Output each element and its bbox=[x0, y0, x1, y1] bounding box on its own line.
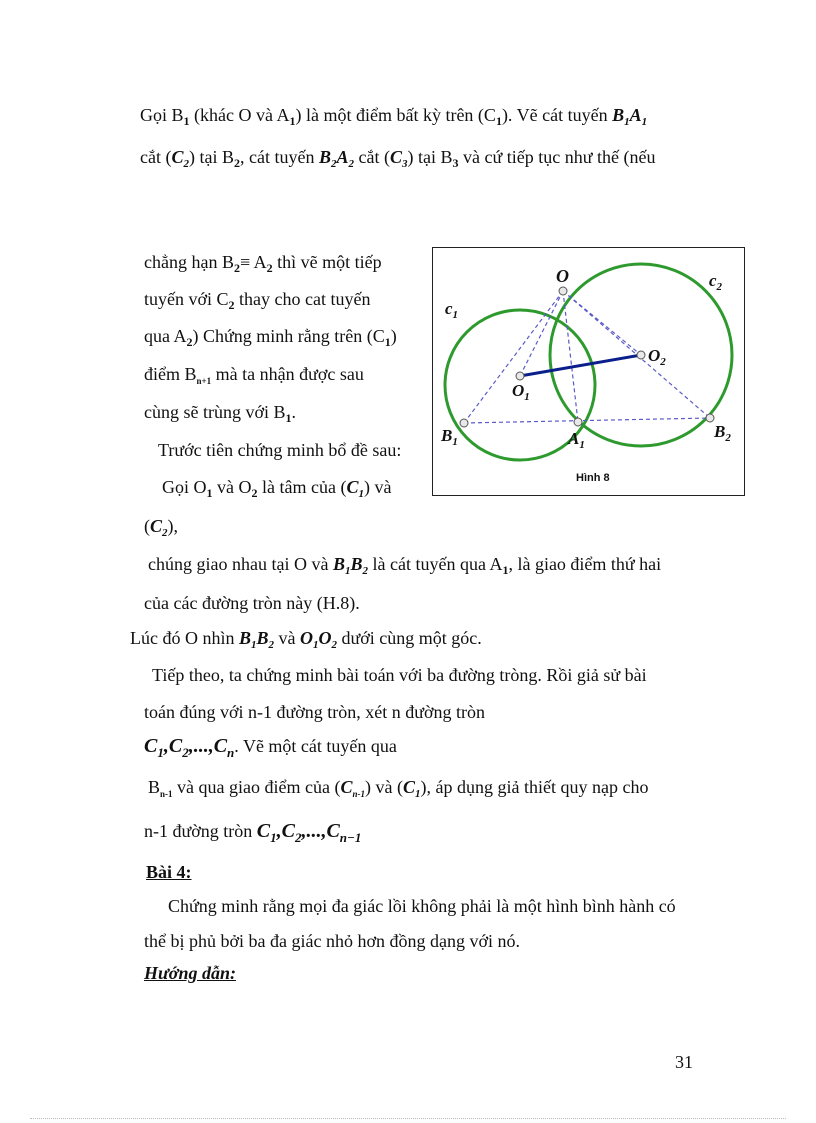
label-o1: $O_1$ bbox=[512, 381, 530, 403]
formula: C bbox=[390, 147, 403, 167]
math-sub: 2 bbox=[182, 745, 189, 760]
math: C bbox=[144, 735, 158, 757]
math: C bbox=[213, 735, 228, 757]
text: . Vẽ một cát tuyến qua bbox=[234, 736, 397, 756]
paragraph-4-line-5 bbox=[144, 820, 361, 844]
subscript: 3 bbox=[452, 156, 459, 170]
paragraph-2-line-6 bbox=[158, 439, 401, 461]
text: và cứ tiếp tục như thế (nếu bbox=[458, 147, 656, 167]
formula-sub: n-1 bbox=[352, 789, 365, 799]
text: thì vẽ một tiếp bbox=[272, 252, 382, 272]
text: là cát tuyến qua A bbox=[367, 554, 503, 574]
formula-sub: 2 bbox=[162, 527, 168, 539]
math: C bbox=[326, 820, 340, 842]
subscript: 2 bbox=[234, 156, 240, 170]
text: ) Chứng minh rằng trên (C bbox=[192, 326, 385, 346]
label-a1: $A_1$ bbox=[568, 429, 585, 451]
label-c2: $c_2$ bbox=[709, 271, 723, 293]
text: dưới cùng một góc. bbox=[337, 628, 482, 648]
formula: C bbox=[171, 147, 184, 167]
guide-heading: Hướng dẫn: bbox=[144, 963, 236, 983]
formula: B bbox=[350, 554, 363, 574]
formula-sub: 1 bbox=[624, 116, 630, 128]
text: , cát tuyến bbox=[240, 147, 319, 167]
text: . bbox=[291, 402, 297, 422]
text: ( bbox=[144, 516, 150, 536]
math-sub: n−1 bbox=[339, 830, 362, 845]
text: điểm B bbox=[144, 364, 197, 384]
dash-o-o1 bbox=[520, 291, 563, 376]
text: Gọi B bbox=[140, 105, 184, 125]
paragraph-4-line-3 bbox=[144, 735, 397, 759]
math: , bbox=[163, 735, 169, 757]
formula-sub: 1 bbox=[251, 639, 257, 651]
point-o2 bbox=[637, 351, 645, 359]
dashed-lines bbox=[464, 291, 710, 423]
formula: C bbox=[346, 477, 359, 497]
page-number: 31 bbox=[675, 1052, 693, 1072]
text: ), bbox=[167, 516, 179, 536]
text: qua A bbox=[144, 326, 187, 346]
formula-sub: 3 bbox=[402, 158, 408, 170]
text: toán đúng với n-1 đường tròn, xét n đường tròn bbox=[144, 702, 486, 722]
subscript: 1 bbox=[495, 114, 502, 128]
paragraph-2-line-4 bbox=[144, 363, 364, 388]
formula: O bbox=[318, 628, 332, 648]
figure-hinh-8 bbox=[432, 247, 745, 496]
paragraph-1-line-1 bbox=[140, 104, 647, 129]
dash-o-o2 bbox=[563, 291, 641, 355]
text: B bbox=[148, 777, 161, 797]
paragraph-2-line-7 bbox=[162, 476, 391, 501]
text: Trước tiên chứng minh bổ đề sau: bbox=[158, 440, 402, 460]
formula-sub: 1 bbox=[344, 565, 351, 577]
paragraph-4-line-4 bbox=[148, 776, 648, 801]
subscript: 2 bbox=[186, 335, 193, 349]
text: Gọi O bbox=[162, 477, 207, 497]
math: ,..., bbox=[301, 820, 327, 842]
formula: A bbox=[336, 147, 349, 167]
subscript: n+1 bbox=[196, 376, 212, 386]
subscript: 1 bbox=[289, 114, 296, 128]
paragraph-2-line-1 bbox=[144, 251, 382, 275]
formula-sub: 1 bbox=[313, 639, 319, 651]
formula-sub: 2 bbox=[348, 158, 355, 170]
paragraph-3-line-1 bbox=[148, 553, 661, 578]
text: chúng giao nhau tại O và bbox=[148, 554, 333, 574]
subscript: n-1 bbox=[160, 789, 173, 799]
math-sub: n bbox=[227, 745, 235, 760]
label-o2: $O_2$ bbox=[648, 346, 666, 368]
math-sub: 1 bbox=[157, 745, 164, 760]
math-sub: 1 bbox=[270, 830, 277, 845]
text: của các đường tròn này (H.8). bbox=[144, 593, 360, 613]
text: ) tại B bbox=[407, 147, 453, 167]
formula-sub: 2 bbox=[331, 639, 338, 651]
text: cắt ( bbox=[354, 147, 390, 167]
geometry-diagram bbox=[433, 248, 744, 495]
paragraph-4-line-2 bbox=[144, 701, 485, 723]
math: ,..., bbox=[188, 735, 214, 757]
subscript: 1 bbox=[384, 335, 391, 349]
text: ), áp dụng giả thiết quy nạp cho bbox=[420, 777, 649, 797]
paragraph-2-line-3 bbox=[144, 325, 397, 349]
formula: B bbox=[332, 554, 345, 574]
paragraph-3-line-3 bbox=[130, 627, 482, 652]
section-title: Bài 4: bbox=[146, 862, 192, 882]
text: ) và ( bbox=[365, 777, 403, 797]
paragraph-4-line-1 bbox=[152, 664, 647, 686]
formula: B bbox=[238, 628, 251, 648]
text: ) bbox=[390, 326, 397, 346]
text: ) và bbox=[363, 477, 392, 497]
formula: C bbox=[150, 516, 163, 536]
formula-sub: 1 bbox=[415, 788, 421, 800]
text: và O bbox=[212, 477, 252, 497]
label-c1: $c_1$ bbox=[445, 299, 459, 321]
section-line-2: thể bị phủ bởi ba đa giác nhỏ hơn đồng dạng với nó. bbox=[144, 931, 520, 951]
paragraph-1-line-2 bbox=[140, 146, 655, 171]
text: thay cho cat tuyến bbox=[234, 289, 371, 309]
point-b1 bbox=[460, 419, 468, 427]
formula-sub: 1 bbox=[641, 116, 648, 128]
point-o1 bbox=[516, 372, 524, 380]
subscript: 2 bbox=[266, 261, 273, 275]
formula: O bbox=[300, 628, 314, 648]
label-b2: $B_2$ bbox=[714, 422, 731, 444]
text: cắt ( bbox=[140, 147, 172, 167]
text: chẳng hạn B bbox=[144, 252, 234, 272]
text: (khác O và A bbox=[189, 105, 290, 125]
subscript: 2 bbox=[228, 298, 235, 312]
math: C bbox=[256, 820, 271, 842]
label-b1: $B_1$ bbox=[441, 426, 458, 448]
text: ) tại B bbox=[189, 147, 234, 167]
formula: B bbox=[612, 105, 625, 125]
figure-caption: Hình 8 bbox=[576, 472, 610, 484]
formula-sub: 2 bbox=[331, 158, 337, 170]
math: C bbox=[281, 820, 295, 842]
math: C bbox=[168, 735, 183, 757]
paragraph-2-line-5 bbox=[144, 401, 296, 425]
text: và bbox=[274, 628, 301, 648]
dash-o-a1 bbox=[563, 291, 578, 422]
formula: A bbox=[629, 105, 642, 125]
point-b2 bbox=[706, 414, 714, 422]
text: ). Vẽ cát tuyến bbox=[501, 105, 613, 125]
formula: B bbox=[318, 147, 331, 167]
subscript: 1 bbox=[206, 486, 213, 500]
text: ) là một điểm bất kỳ trên (C bbox=[295, 105, 496, 125]
formula: B bbox=[256, 628, 269, 648]
text: tuyến với C bbox=[144, 289, 229, 309]
text: và qua giao điểm của ( bbox=[172, 777, 341, 797]
math: , bbox=[276, 820, 282, 842]
formula-sub: 2 bbox=[183, 158, 189, 170]
formula-sub: 2 bbox=[362, 565, 368, 577]
subscript: 2 bbox=[251, 486, 258, 500]
segment-o1-o2 bbox=[520, 355, 641, 376]
math-sub: 2 bbox=[294, 830, 302, 845]
paragraph-3-line-2 bbox=[144, 592, 360, 614]
text: ≡ A bbox=[239, 252, 267, 272]
paragraph-2-line-8 bbox=[144, 515, 178, 540]
formula-sub: 1 bbox=[358, 488, 364, 500]
text: Tiếp theo, ta chứng minh bài toán với ba đường tròng. Rồi giả sử bài bbox=[152, 665, 647, 685]
subscript: 1 bbox=[502, 563, 509, 577]
subscript: 2 bbox=[233, 261, 240, 275]
label-o: O bbox=[556, 266, 569, 286]
subscript: 1 bbox=[183, 114, 190, 128]
point-a1 bbox=[574, 418, 582, 426]
paragraph-2-line-2 bbox=[144, 288, 370, 312]
formula-sub: 2 bbox=[268, 639, 275, 651]
section-line-1: Chứng minh rằng mọi đa giác lồi không phải là một hình bình hành có bbox=[168, 896, 676, 916]
text: cùng sẽ trùng với B bbox=[144, 402, 286, 422]
text: Lúc đó O nhìn bbox=[130, 628, 239, 648]
formula: C bbox=[340, 777, 353, 797]
subscript: 1 bbox=[285, 411, 292, 425]
text: , là giao điểm thứ hai bbox=[508, 554, 662, 574]
text: n-1 đường tròn bbox=[144, 821, 257, 841]
page-bottom-divider bbox=[30, 1118, 786, 1119]
text: là tâm của ( bbox=[257, 477, 347, 497]
points bbox=[460, 287, 714, 427]
point-o bbox=[559, 287, 567, 295]
text: mà ta nhận được sau bbox=[211, 364, 364, 384]
formula: C bbox=[402, 777, 415, 797]
